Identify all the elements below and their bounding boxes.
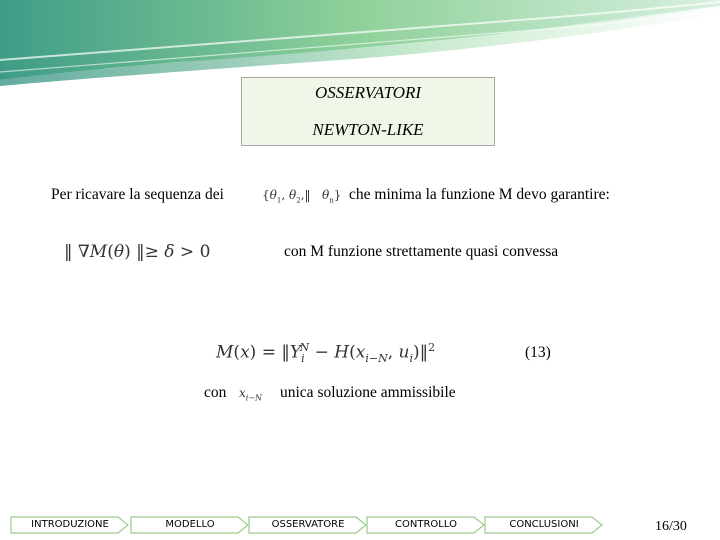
x-i-minus-n-formula: $x_{i-N}$ xyxy=(239,386,263,403)
nav-osservatore[interactable] xyxy=(248,516,368,534)
equation-number: (13) xyxy=(525,344,551,361)
cost-function-formula: $M(x) = ‖Y_i^N - H(x_{i-N}$, $u_i)‖^2$ xyxy=(216,341,436,366)
nav-modello[interactable] xyxy=(130,516,250,534)
gradient-condition-formula: ‖ ∇M(θ) ‖≥ δ > 0 xyxy=(64,242,211,262)
nav-introduzione[interactable] xyxy=(10,516,130,534)
nav-label: CONTROLLO xyxy=(395,519,457,530)
nav-label: INTRODUZIONE xyxy=(31,519,109,530)
title-box xyxy=(241,77,495,146)
nav-label: CONCLUSIONI xyxy=(509,519,579,530)
theta-sequence-formula: {$\theta_1$, $\theta_2,‖$ $\theta_n$} xyxy=(262,188,342,205)
nav-label: OSSERVATORE xyxy=(271,519,345,530)
unique-solution-text: unica soluzione ammissibile xyxy=(280,384,456,401)
title-line-1: OSSERVATORI xyxy=(314,83,422,102)
nav-label: MODELLO xyxy=(165,519,215,530)
page-number: 16/30 xyxy=(655,519,687,534)
condition-note: con M funzione strettamente quasi convessa xyxy=(284,243,559,260)
nav-controllo[interactable] xyxy=(366,516,486,534)
con-label: con xyxy=(204,384,227,401)
title-line-2: NEWTON-LIKE xyxy=(312,120,424,139)
sentence-after: che minima la funzione M devo garantire: xyxy=(349,186,610,203)
nav-conclusioni[interactable] xyxy=(484,516,604,534)
sentence-before: Per ricavare la sequenza dei xyxy=(51,186,224,203)
